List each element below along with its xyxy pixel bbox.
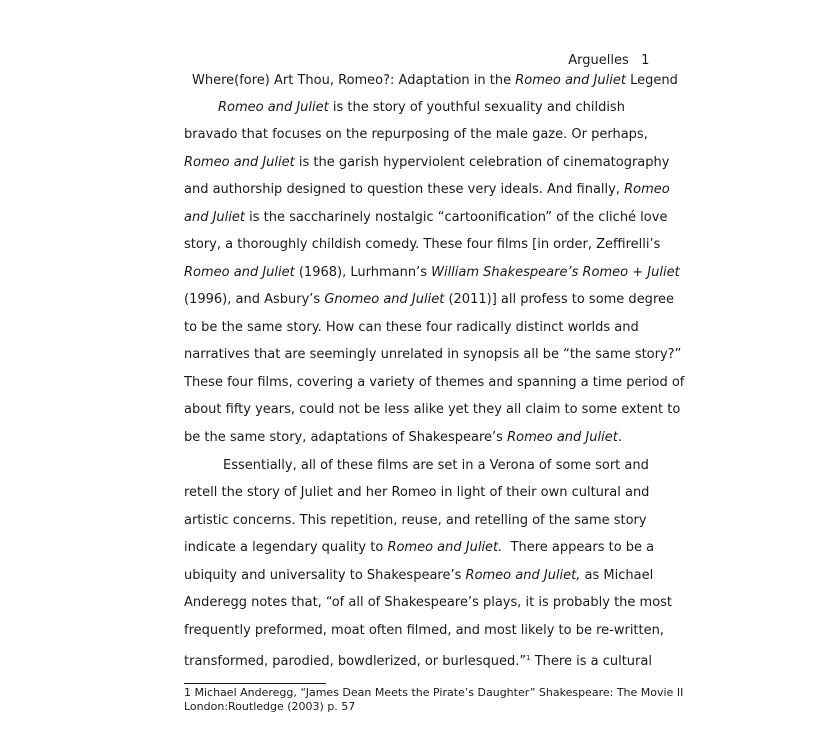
body-line: narratives that are seemingly unrelated in synopsis all be “the same story?” [184, 347, 682, 362]
body-line: indicate a legendary quality to Romeo and Juliet. There appears to be a [184, 540, 655, 555]
body-line: be the same story, adaptations of Shakespeare’s Romeo and Juliet. [184, 430, 622, 445]
body-line: Romeo and Juliet is the story of youthful sexuality and childish [218, 100, 625, 115]
body-line: Romeo and Juliet (1968), Lurhmann’s William Shakespeare’s Romeo + Juliet [184, 265, 680, 280]
body-line: artistic concerns. This repetition, reuse, and retelling of the same story [184, 513, 647, 528]
body-line: about fifty years, could not be less alike yet they all claim to some extent to [184, 402, 681, 417]
header-author: Arguelles [568, 53, 629, 68]
body-line: and authorship designed to question these very ideals. And finally, Romeo [184, 182, 670, 197]
body-line: bravado that focuses on the repurposing of the male gaze. Or perhaps, [184, 127, 648, 142]
body-line: frequently preformed, moat often filmed, and most likely to be re-written, [184, 623, 664, 638]
body-line: and Juliet is the saccharinely nostalgic “cartoonification” of the cliché love [184, 210, 668, 225]
body-line: transformed, parodied, bowdlerized, or burlesqued.”$^1$ There is a cultural [184, 654, 652, 669]
running-header [560, 38, 649, 68]
footnote-line: 1 Michael Anderegg, “James Dean Meets the Pirate’s Daughter” Shakespeare: The Movie II [184, 686, 684, 699]
body-line: story, a thoroughly childish comedy. These four films [in order, Zeffirelli’s [184, 237, 661, 252]
paper-title: Where(fore) Art Thou, Romeo?: Adaptation in the Romeo and Juliet Legend [192, 73, 678, 88]
body-line: retell the story of Juliet and her Romeo in light of their own cultural and [184, 485, 650, 500]
body-line: (1996), and Asbury’s Gnomeo and Juliet (2011)] all profess to some degree [184, 292, 674, 307]
footnote-marker: 1 [526, 654, 531, 662]
body-line: to be the same story. How can these four radically distinct worlds and [184, 320, 639, 335]
body-line: ubiquity and universality to Shakespeare’s Romeo and Juliet, as Michael [184, 568, 654, 583]
body-line: Anderegg notes that, “of all of Shakespeare’s plays, it is probably the most [184, 595, 673, 610]
body-line: Essentially, all of these films are set in a Verona of some sort and [223, 458, 649, 473]
footnote-separator [184, 683, 326, 684]
header-page-number: 1 [641, 53, 650, 68]
body-line: Romeo and Juliet is the garish hyperviolent celebration of cinematography [184, 155, 670, 170]
body-line: These four films, covering a variety of themes and spanning a time period of [184, 375, 685, 390]
footnote-line: London:Routledge (2003) p. 57 [184, 700, 356, 713]
